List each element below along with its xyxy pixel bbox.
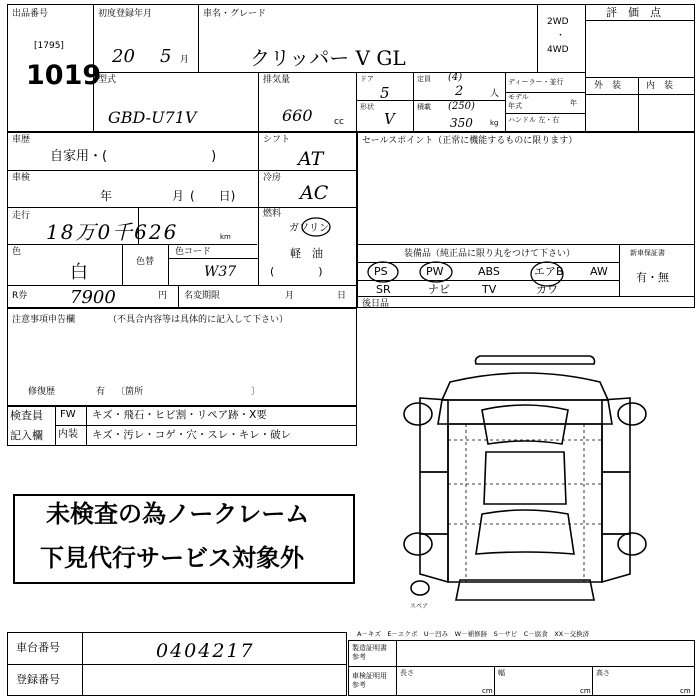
divider <box>357 244 695 245</box>
divider <box>93 72 586 73</box>
r-ticket-value: 7900 <box>70 287 116 308</box>
divider <box>585 4 586 132</box>
history-label: 車歴 <box>12 135 31 145</box>
divider <box>348 666 695 667</box>
first-registration-year: 20 <box>112 46 135 67</box>
equipment-ps: PS <box>374 265 388 278</box>
mileage-label: 走行 <box>12 211 31 221</box>
r-ticket-unit: 円 <box>158 291 168 301</box>
repair-history-place: 〔箇所 〕 <box>116 387 261 397</box>
damage-legend: A－キズ E－エクボ U－凹み W－補修跡 S－サビ C－腐食 XX－交換済 <box>357 630 590 638</box>
divider <box>537 4 538 72</box>
vehicle-height-label: 高さ <box>596 669 610 677</box>
capacity-label: 定員 <box>417 75 431 83</box>
vehicle-length-unit: cm <box>482 687 493 695</box>
divider <box>494 666 495 696</box>
displacement-label: 排気量 <box>263 75 291 85</box>
equipment-sr: SR <box>376 283 391 296</box>
doors-label: ドア <box>360 75 374 83</box>
color-code-label: 色コード <box>175 247 212 257</box>
notes-hint: （不具合内容等は具体的に記入して下さい） <box>108 315 289 325</box>
drive-2wd: 2WD <box>547 17 569 27</box>
divider <box>638 77 639 132</box>
divider <box>356 72 357 132</box>
cert-box <box>348 640 695 696</box>
divider <box>7 285 357 286</box>
ac-value: AC <box>300 182 329 204</box>
divider <box>356 100 506 101</box>
divider <box>396 640 397 696</box>
repair-history-value: 有 <box>96 387 106 397</box>
inspector-label-1: 検査員 <box>10 409 43 422</box>
divider <box>178 285 179 308</box>
evaluation-label: 評 価 点 <box>606 6 661 19</box>
divider <box>168 244 169 285</box>
displacement-unit: cc <box>334 117 344 127</box>
model-year-label: モデル 年式 <box>508 93 529 110</box>
divider <box>82 632 83 696</box>
r-ticket-label: R券 <box>12 291 28 301</box>
handle-label: ハンドル 左・右 <box>508 116 560 124</box>
shape-label: 形状 <box>360 103 374 111</box>
displacement-value: 660 <box>282 106 313 125</box>
equipment-pw: PW <box>426 265 444 278</box>
exterior-label: 外 装 <box>594 81 622 91</box>
fuel-label: 燃料 <box>263 209 282 219</box>
interior-inspection-label: 内装 <box>58 429 78 440</box>
inspection-label: 車検 <box>12 173 31 183</box>
new-car-warranty-value: 有・無 <box>636 271 669 284</box>
vehicle-name-label: 車名・グレード <box>203 9 267 19</box>
divider <box>505 72 506 132</box>
repair-history-label: 修復歴 <box>28 387 56 397</box>
divider <box>505 113 585 114</box>
name-change-day-unit: 日 <box>337 291 347 301</box>
divider <box>55 425 357 426</box>
divider <box>585 77 695 78</box>
capacity-paren-value: (4) <box>448 72 463 83</box>
selling-points-label: セールスポイント（正常に機能するものに限ります） <box>362 136 578 146</box>
interior-inspection-text: キズ・汚レ・コゲ・穴・スレ・キレ・破レ <box>92 429 292 441</box>
shift-label: シフト <box>263 135 291 145</box>
new-car-warranty-label: 新車保証書 <box>630 249 665 257</box>
stamp-line-2: 下見代行サービス対象外 <box>40 544 304 572</box>
name-change-month-unit: 月 <box>285 291 295 301</box>
ac-label: 冷房 <box>263 173 282 183</box>
vehicle-cert-label: 車検証明用 参考 <box>352 672 387 689</box>
divider <box>592 666 593 696</box>
divider <box>357 296 695 297</box>
model-value: GBD-U71V <box>108 108 197 127</box>
manufacturer-cert-label: 製造証明書 参考 <box>352 644 387 661</box>
vehicle-width-label: 幅 <box>498 669 505 677</box>
first-registration-month: 5 <box>160 46 172 67</box>
vehicle-length-label: 長さ <box>400 669 414 677</box>
gasoline-circle-mark <box>300 216 332 238</box>
chassis-value: 0404217 <box>156 640 255 662</box>
vehicle-width-unit: cm <box>580 687 591 695</box>
drive-dot: ・ <box>556 31 566 41</box>
vehicle-name-value: クリッパー V GL <box>250 46 406 70</box>
history-value: 自家用・( ) <box>50 149 217 164</box>
capacity-unit: 人 <box>490 89 500 99</box>
equipment-tv: TV <box>482 283 497 296</box>
shape-value: V <box>384 110 395 128</box>
lot-sub-number: [1795] <box>34 41 64 51</box>
equipment-abs: ABS <box>478 265 500 278</box>
load-paren-value: (250) <box>448 101 475 112</box>
model-label: 型式 <box>98 75 117 85</box>
divider <box>585 20 695 21</box>
divider <box>413 72 414 132</box>
equipment-navi: ナビ <box>428 283 450 296</box>
divider <box>7 664 347 665</box>
inspection-day-unit: ( 日) <box>190 189 236 203</box>
model-year-unit: 年 <box>570 99 577 107</box>
shift-value: AT <box>298 148 324 170</box>
divider <box>198 4 199 72</box>
registration-number-label: 登録番号 <box>16 673 60 686</box>
divider <box>258 132 259 285</box>
fw-label: FW <box>60 409 76 420</box>
divider <box>168 258 258 259</box>
interior-label: 内 装 <box>646 81 674 91</box>
first-registration-label: 初度登録年月 <box>98 9 153 19</box>
divider <box>122 244 123 285</box>
vehicle-damage-diagram <box>390 354 660 620</box>
load-unit: kg <box>490 119 499 127</box>
capacity-value: 2 <box>455 84 464 99</box>
equipment-circle-marks <box>357 258 619 288</box>
postscript-label: 後日品 <box>362 299 390 309</box>
lot-number: 1019 <box>26 60 102 91</box>
inspection-month-unit: 月 <box>172 189 185 203</box>
mileage-value: 18万0千626 <box>46 220 179 244</box>
doors-value: 5 <box>380 84 390 102</box>
divider <box>619 244 620 296</box>
first-registration-month-unit: 月 <box>180 55 190 65</box>
fuel-gasoline: ガソリン <box>289 223 329 234</box>
equipment-label: 装備品（純正品に限り丸をつけて下さい） <box>404 249 576 259</box>
color-label: 色 <box>12 247 22 257</box>
equipment-leather: カワ <box>536 283 558 296</box>
equipment-airbag: エアB <box>534 265 564 278</box>
fuel-paren: ( ) <box>270 265 323 278</box>
dealer-label: ディーラー・並行 <box>508 78 564 86</box>
chassis-label: 車台番号 <box>16 641 60 654</box>
fw-text: キズ・飛石・ヒビ割・リペア跡・X要 <box>92 409 267 421</box>
vehicle-height-unit: cm <box>680 687 691 695</box>
color-value: 白 <box>70 262 88 283</box>
load-value: 350 <box>450 116 473 130</box>
color-code-value: W37 <box>204 264 237 280</box>
drive-4wd: 4WD <box>547 45 569 55</box>
lot-label: 出品番号 <box>12 9 49 19</box>
equipment-aw: AW <box>590 265 608 278</box>
inspector-label-2: 記入欄 <box>10 429 43 442</box>
load-label: 積載 <box>417 103 431 111</box>
notes-label: 注意事項申告欄 <box>12 315 76 325</box>
color-change-label: 色替 <box>136 257 155 267</box>
fuel-diesel: 軽 油 <box>290 247 323 260</box>
mileage-unit: km <box>220 233 231 241</box>
inspection-year-unit: 年 <box>100 189 113 203</box>
divider <box>585 94 695 95</box>
divider <box>258 72 259 132</box>
divider <box>7 170 357 171</box>
spare-tire-label: スペア <box>410 603 429 610</box>
name-change-label: 名変期限 <box>184 291 221 301</box>
stamp-line-1: 未検査の為ノークレーム <box>46 500 310 528</box>
